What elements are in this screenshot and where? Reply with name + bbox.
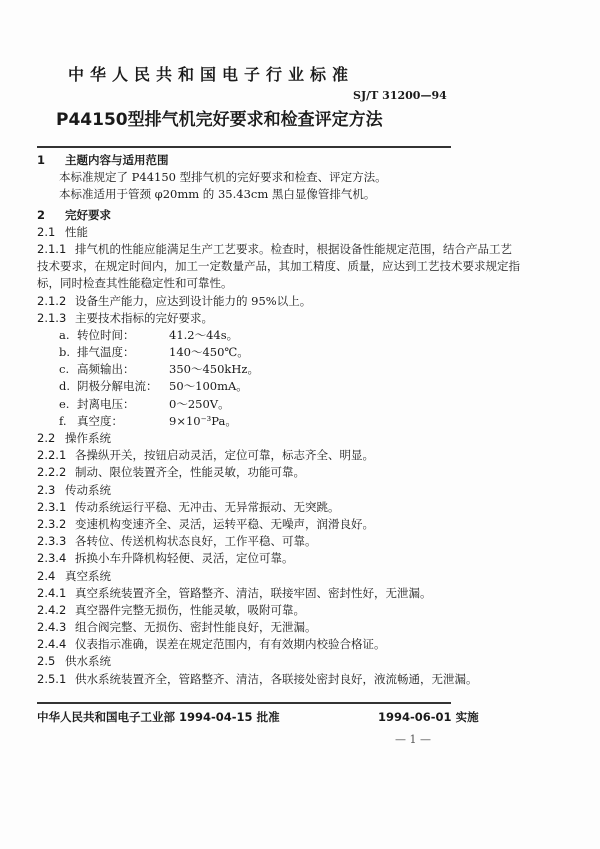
spec-label: 阴极分解电流： <box>77 379 158 394</box>
clause <box>37 464 557 481</box>
clause-number: 2.4.3 <box>37 620 67 635</box>
clause-number: 2.3.3 <box>37 534 67 549</box>
spec-label: 真空度： <box>77 413 123 428</box>
implementation-date: 1994-06-01 实施 <box>378 710 479 724</box>
clause <box>37 550 557 567</box>
clause-continued: 标，同时检查其性能稳定性和可靠性。 <box>37 276 233 291</box>
spec-value: 350～450kHz。 <box>169 362 259 377</box>
clause-text: 供水系统 <box>65 654 111 669</box>
clause-text: 制动、限位装置齐全，性能灵敏，功能可靠。 <box>75 465 305 480</box>
clause-number: 2.2 <box>37 431 56 445</box>
standard-code: SJ/T 31200—94 <box>353 89 447 102</box>
spec-item <box>37 361 557 378</box>
clause-text: 真空器件完整无损伤，性能灵敏，吸附可靠。 <box>75 602 305 617</box>
subsection-heading <box>37 430 557 447</box>
clause-number: 2.3.1 <box>37 499 67 514</box>
spec-key: e. <box>59 396 70 411</box>
clause <box>37 636 557 653</box>
clause: 2.1.2 设备生产能力，应达到设计能力的 95%以上。 <box>37 293 312 308</box>
clause: 2.1.1 排气机的性能应能满足生产工艺要求。检查时，根据设备性能规定范围，结合产品工艺 <box>37 241 512 256</box>
clause-text: 真空系统装置齐全，管路整齐、清洁，联接牢固、密封性好，无泄漏。 <box>75 585 432 600</box>
clause <box>37 619 557 636</box>
clause-number: 2.2.1 <box>37 448 67 463</box>
document-title: P44150型排气机完好要求和检查评定方法 <box>56 110 383 130</box>
section-heading: 2 完好要求 <box>37 207 111 222</box>
clause-continued: 技术要求，在规定时间内，加工一定数量产品，其加工精度、质量，应达到工艺技术要求规定指 <box>37 259 520 274</box>
spec-item <box>37 327 557 344</box>
clause-number: 2.3.4 <box>37 551 67 566</box>
clause-text: 各操纵开关，按钮启动灵活，定位可靠，标志齐全、明显。 <box>75 448 374 463</box>
clause <box>37 585 557 602</box>
paragraph: 本标准规定了 P44150 型排气机的完好要求和检查、评定方法。 <box>59 170 387 185</box>
spec-key: f. <box>59 413 67 428</box>
spec-key: b. <box>59 345 71 360</box>
clause-text: 各转位、传送机构状态良好，工作平稳、可靠。 <box>75 534 317 549</box>
subsection-heading <box>37 653 557 670</box>
top-rule <box>37 146 451 148</box>
subsection-heading <box>37 482 557 499</box>
clause-number: 2.2.2 <box>37 465 67 480</box>
clause-number: 2.5 <box>37 654 56 669</box>
spec-key: c. <box>59 362 70 377</box>
clause-number: 2.4 <box>37 568 56 583</box>
clause-number: 2.4.1 <box>37 585 67 600</box>
clause <box>37 516 557 533</box>
spec-value: 41.2～44s。 <box>169 327 239 342</box>
spec-key: d. <box>59 379 71 394</box>
spec-label: 高频输出： <box>77 362 135 377</box>
clause <box>37 602 557 619</box>
page-number: — 1 — <box>395 733 431 746</box>
clause-text: 组合阀完整、无损伤、密封性能良好，无泄漏。 <box>75 620 317 635</box>
clause-number: 2.5.1 <box>37 671 67 686</box>
subsection-heading: 2.1 性能 <box>37 224 88 239</box>
clause <box>37 671 557 688</box>
spec-value: 0～250V。 <box>169 396 230 411</box>
clause <box>37 447 557 464</box>
approval-info: 中华人民共和国电子工业部 1994-04-15 批准 <box>37 710 280 724</box>
clause <box>37 499 557 516</box>
section-heading: 1 主题内容与适用范围 <box>37 153 169 167</box>
spec-value: 50～100mA。 <box>169 379 248 394</box>
paragraph: 本标准适用于管颈 φ20mm 的 35.43cm 黑白显像管排气机。 <box>59 187 376 202</box>
spec-label: 转位时间： <box>77 327 135 342</box>
clause-text: 仪表指示准确，误差在规定范围内，有有效期内校验合格证。 <box>75 637 386 652</box>
spec-key: a. <box>59 327 70 342</box>
bottom-rule <box>37 702 451 704</box>
clause-number: 2.4.2 <box>37 602 67 617</box>
clause-number: 2.4.4 <box>37 637 67 652</box>
spec-item <box>37 344 557 361</box>
spec-label: 封离电压： <box>77 396 135 411</box>
clause-list <box>37 430 557 688</box>
clause-text: 拆换小车升降机构轻便、灵活，定位可靠。 <box>75 551 294 566</box>
clause-text: 供水系统装置齐全，管路整齐、清洁，各联接处密封良好，液流畅通，无泄漏。 <box>75 671 478 686</box>
clause-text: 真空系统 <box>65 568 111 583</box>
standard-header: 中华人民共和国电子行业标准 <box>68 65 355 84</box>
spec-value: 9×10⁻³Pa。 <box>169 413 237 428</box>
spec-item <box>37 378 557 395</box>
clause-text: 操作系统 <box>65 431 111 445</box>
clause-number: 2.3.2 <box>37 516 67 531</box>
clause <box>37 533 557 550</box>
spec-value: 140～450℃。 <box>169 345 249 360</box>
spec-list <box>37 327 557 430</box>
clause-number: 2.3 <box>37 482 56 497</box>
spec-item <box>37 413 557 430</box>
clause-text: 传动系统 <box>65 482 111 497</box>
spec-label: 排气温度： <box>77 345 135 360</box>
clause: 2.1.3 主要技术指标的完好要求。 <box>37 310 213 325</box>
spec-item <box>37 396 557 413</box>
clause-text: 传动系统运行平稳、无冲击、无异常振动、无突跳。 <box>75 499 340 514</box>
subsection-heading <box>37 568 557 585</box>
document-body <box>37 152 557 688</box>
clause-text: 变速机构变速齐全、灵活，运转平稳、无噪声，润滑良好。 <box>75 516 374 531</box>
